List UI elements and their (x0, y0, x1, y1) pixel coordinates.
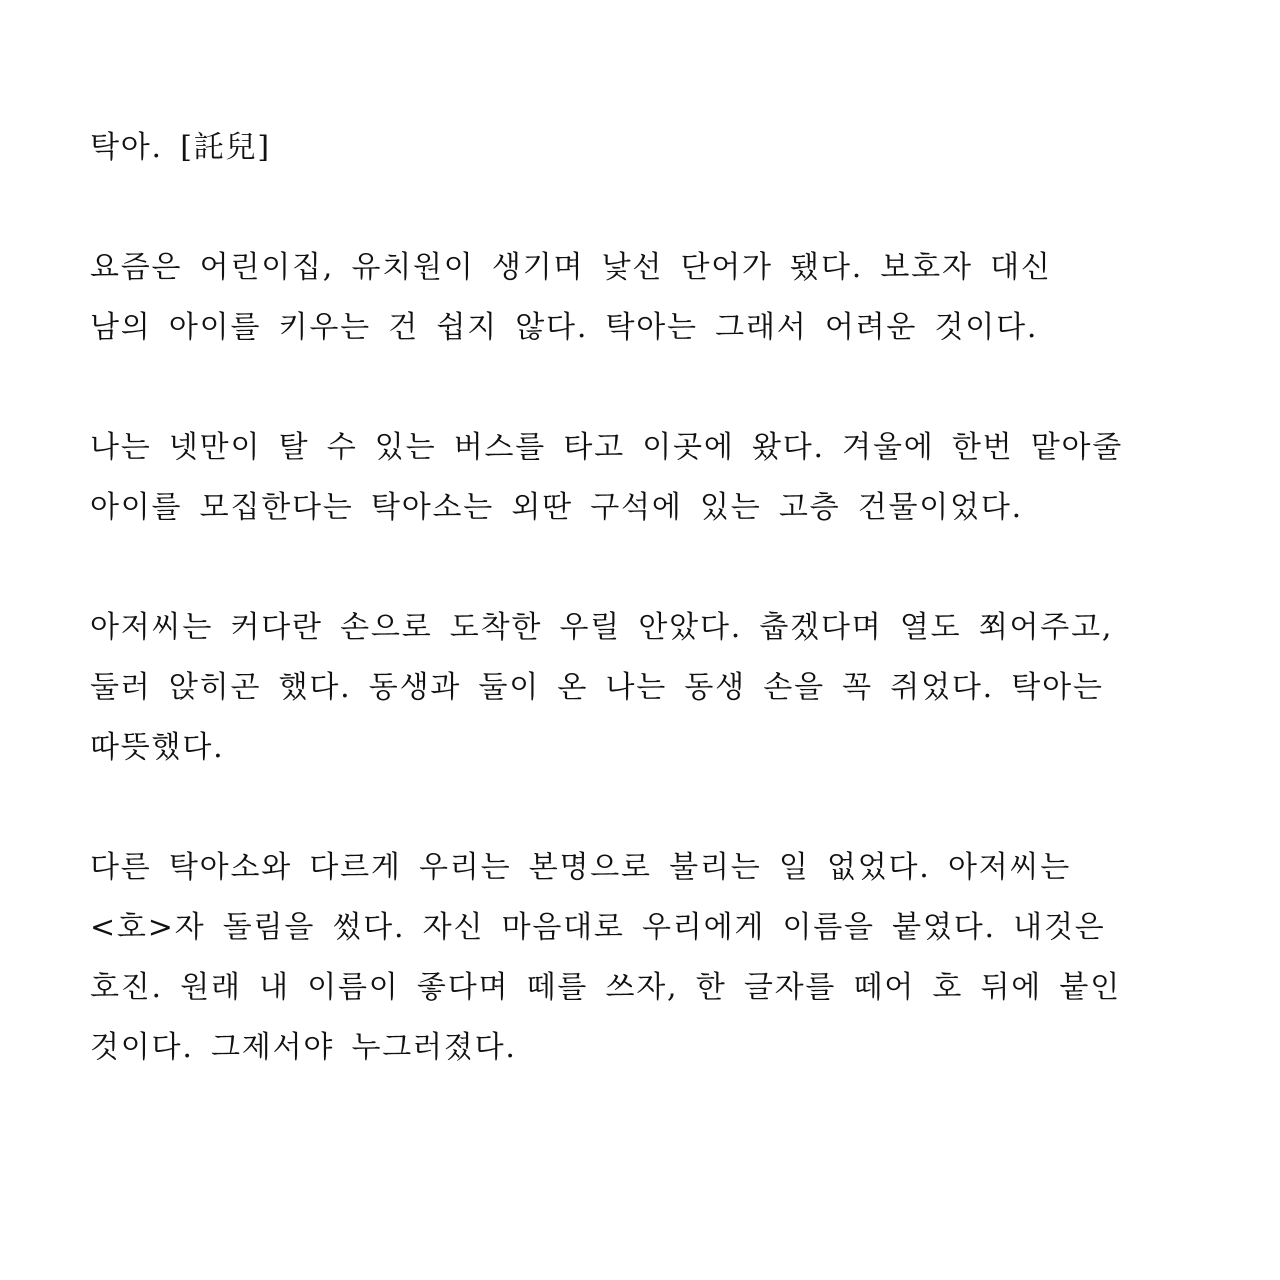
paragraph-line: 호진. 원래 내 이름이 좋다며 떼를 쓰자, 한 글자를 떼어 호 뒤에 붙인 (90, 970, 1121, 1005)
paragraph-line: 둘러 앉히곤 했다. 동생과 둘이 온 나는 동생 손을 꼭 쥐었다. 탁아는 (90, 670, 1104, 705)
paragraph-1 (90, 238, 1200, 358)
paragraph-line: 것이다. 그제서야 누그러졌다. (90, 1030, 517, 1065)
paragraph-4 (90, 838, 1200, 1078)
paragraph-2 (90, 418, 1200, 538)
paragraph-line: <호>자 돌림을 썼다. 자신 마음대로 우리에게 이름을 붙였다. 내것은 (90, 910, 1106, 945)
paragraph-line: 아이를 모집한다는 탁아소는 외딴 구석에 있는 고층 건물이었다. (90, 490, 1023, 525)
paragraph-line: 다른 탁아소와 다르게 우리는 본명으로 불리는 일 없었다. 아저씨는 (90, 850, 1072, 885)
paragraph-line: 따뜻했다. (90, 730, 225, 765)
document-title: 탁아. [託兒] (90, 130, 271, 165)
paragraph-line: 나는 넷만이 탈 수 있는 버스를 타고 이곳에 왔다. 겨울에 한번 맡아줄 (90, 430, 1124, 465)
paragraph-3 (90, 598, 1200, 778)
paragraph-line: 요즘은 어린이집, 유치원이 생기며 낯선 단어가 됐다. 보호자 대신 (90, 250, 1052, 285)
paragraph-line: 남의 아이를 키우는 건 쉽지 않다. 탁아는 그래서 어려운 것이다. (90, 310, 1039, 345)
paragraph-line: 아저씨는 커다란 손으로 도착한 우릴 안았다. 춥겠다며 열도 쬐어주고, (90, 610, 1114, 645)
document-page (90, 118, 1200, 1138)
